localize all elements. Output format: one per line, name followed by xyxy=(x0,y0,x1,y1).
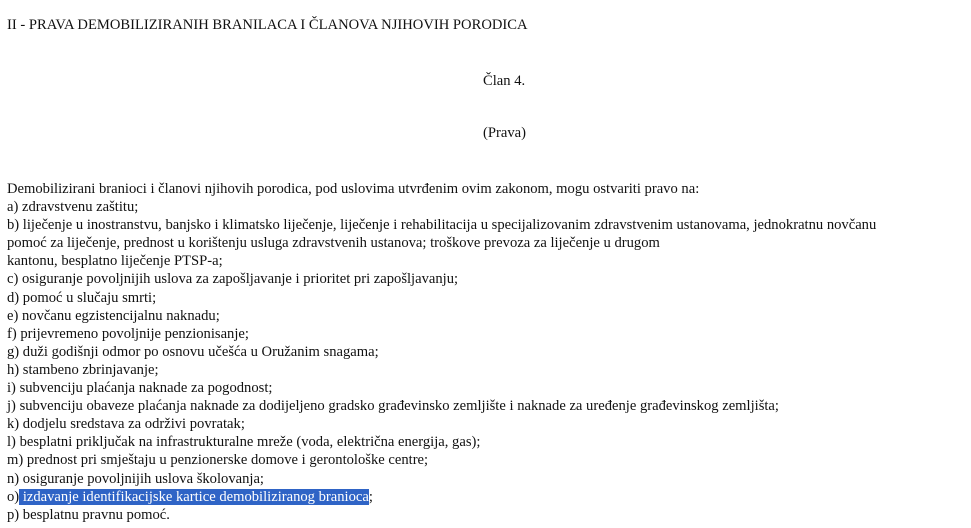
list-item-n[interactable]: n) osiguranje povoljnijih uslova školovanja; xyxy=(7,470,264,487)
list-item-l[interactable]: l) besplatni priključak na infrastrukturalne mreže (voda, električna energija, gas); xyxy=(7,434,481,451)
list-item-i[interactable]: i) subvenciju plaćanja naknade za pogodnost; xyxy=(7,380,273,397)
article-body[interactable] xyxy=(7,180,969,524)
list-item-o-suffix[interactable]: ; xyxy=(368,488,373,505)
list-item-c[interactable]: c) osiguranje povoljnijih uslova za zapošljavanje i prioritet pri zapošljavanju; xyxy=(7,271,459,288)
article-number: Član 4. xyxy=(483,73,526,89)
list-item-p[interactable]: p) besplatnu pravnu pomoć. xyxy=(7,506,170,523)
list-item-j[interactable]: j) subvenciju obaveze plaćanja naknade za dodijeljeno gradsko građevinsko zemljište i naknade za uređenje građevinskog zemljišta; xyxy=(7,398,779,415)
list-item-h[interactable]: h) stambeno zbrinjavanje; xyxy=(7,361,159,378)
list-item-b-line-3[interactable]: kantonu, besplatno liječenje PTSP-a; xyxy=(7,253,223,270)
list-item-g[interactable]: g) duži godišnji odmor po osnovu učešća u Oružanim snagama; xyxy=(7,343,379,360)
list-item-e[interactable]: e) novčanu egzistencijalnu naknadu; xyxy=(7,307,220,324)
intro-text[interactable]: Demobilizirani branioci i članovi njihovih porodica, pod uslovima utvrđenim ovim zakonom, mogu ostvariti pravo na: xyxy=(7,181,700,197)
list-item-m[interactable]: m) prednost pri smještaju u penzionerske domove i gerontološke centre; xyxy=(7,452,429,469)
list-item-d[interactable]: d) pomoć u slučaju smrti; xyxy=(7,289,157,306)
list-item-b-line-1[interactable]: b) liječenje u inostranstvu, banjsko i klimatsko liječenje, liječenje i rehabilitacija u specijalizovanim zdravstvenim ustanovama, jednokratnu novčanu xyxy=(7,217,877,234)
section-title: II - PRAVA DEMOBILIZIRANIH BRANILACA I ČLANOVA NJIHOVIH PORODICA xyxy=(7,17,528,33)
list-item-a[interactable]: a) zdravstvenu zaštitu; xyxy=(7,199,139,216)
list-item-o-prefix[interactable]: o) xyxy=(7,488,20,505)
list-item-f[interactable]: f) prijevremeno povoljnije penzionisanje; xyxy=(7,325,249,342)
list-item-b-line-2[interactable]: pomoć za liječenje, prednost u korištenju usluga zdravstvenih ustanova; troškove prevoza za liječenje u drugom xyxy=(7,235,660,252)
list-item-o[interactable] xyxy=(7,488,969,506)
selected-text[interactable]: izdavanje identifikacijske kartice demobiliziranog branioca xyxy=(19,488,369,505)
list-item-k[interactable]: k) dodjelu sredstava za održivi povratak; xyxy=(7,416,245,433)
article-subtitle: (Prava) xyxy=(483,125,526,141)
